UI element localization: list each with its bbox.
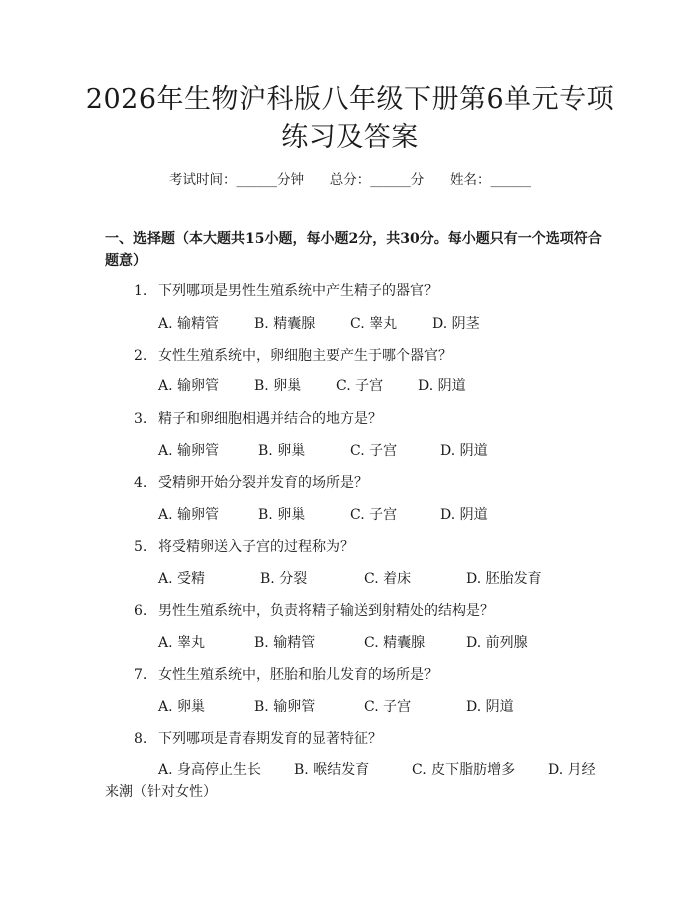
option-c: C. 子宫	[350, 443, 398, 459]
option-c: C. 子宫	[336, 378, 384, 394]
option-d-part-1: D. 月经	[548, 762, 596, 778]
exam-info-line: 考试时间：______分钟 总分：______分 姓名：______	[169, 172, 531, 188]
option-a: A. 身高停止生长	[158, 762, 262, 778]
question-number: 6.	[134, 603, 148, 619]
option-d: D. 阴茎	[432, 316, 480, 332]
option-a: A. 输卵管	[158, 507, 220, 523]
option-b: B. 分裂	[260, 571, 308, 587]
option-c: C. 精囊腺	[364, 635, 426, 651]
question-text: 受精卵开始分裂并发育的场所是？	[158, 475, 368, 491]
option-b: B. 输卵管	[254, 699, 316, 715]
option-d: D. 阴道	[418, 378, 466, 394]
option-a: A. 睾丸	[158, 635, 206, 651]
option-d-part-2: 来潮（针对女性）	[105, 784, 217, 800]
option-a: A. 输卵管	[158, 443, 220, 459]
option-d: D. 阴道	[440, 443, 488, 459]
question-text: 女性生殖系统中，胚胎和胎儿发育的场所是？	[158, 667, 438, 683]
option-d: D. 阴道	[440, 507, 488, 523]
option-d: D. 前列腺	[466, 635, 528, 651]
question-text: 女性生殖系统中，卵细胞主要产生于哪个器官？	[158, 348, 452, 364]
option-b: B. 卵巢	[254, 378, 302, 394]
option-a: A. 受精	[158, 571, 206, 587]
question-2	[134, 346, 614, 366]
question-3	[134, 409, 614, 429]
question-number: 1.	[134, 283, 148, 299]
option-b: B. 卵巢	[258, 507, 306, 523]
question-number: 2.	[134, 348, 148, 364]
option-d: D. 阴道	[466, 699, 514, 715]
option-c: C. 子宫	[364, 699, 412, 715]
question-number: 3.	[134, 411, 148, 427]
question-text: 精子和卵细胞相遇并结合的地方是？	[158, 411, 382, 427]
option-c: C. 着床	[364, 571, 412, 587]
question-6	[134, 601, 614, 621]
option-b: B. 卵巢	[258, 443, 306, 459]
option-d: D. 胚胎发育	[466, 571, 542, 587]
option-a: A. 输精管	[158, 316, 220, 332]
option-a: A. 输卵管	[158, 378, 220, 394]
document-title-line-2: 练习及答案	[281, 122, 419, 153]
section-heading: 一、选择题（本大题共15小题，每小题2分，共30分。每小题只有一个选项符合题意）	[105, 231, 602, 269]
question-4	[134, 473, 614, 493]
question-text: 下列哪项是青春期发育的显著特征？	[158, 731, 382, 747]
document-title-line-1: 2026年生物沪科版八年级下册第6单元专项	[85, 84, 615, 115]
option-a: A. 卵巢	[158, 699, 206, 715]
option-b: B. 精囊腺	[254, 316, 316, 332]
question-text: 将受精卵送入子宫的过程称为？	[158, 539, 354, 555]
question-5	[134, 537, 614, 557]
question-text: 男性生殖系统中，负责将精子输送到射精处的结构是？	[158, 603, 494, 619]
question-number: 4.	[134, 475, 148, 491]
option-c: C. 子宫	[350, 507, 398, 523]
question-7	[134, 665, 614, 685]
question-text: 下列哪项是男性生殖系统中产生精子的器官？	[158, 283, 438, 299]
question-number: 8.	[134, 731, 148, 747]
question-number: 5.	[134, 539, 148, 555]
option-d-line-1	[548, 760, 608, 780]
option-b: B. 喉结发育	[294, 762, 370, 778]
option-d-line-2	[105, 782, 305, 802]
option-c: C. 皮下脂肪增多	[412, 762, 516, 778]
question-number: 7.	[134, 667, 148, 683]
question-1	[134, 281, 614, 301]
option-c: C. 睾丸	[350, 316, 398, 332]
option-b: B. 输精管	[254, 635, 316, 651]
question-8	[134, 729, 614, 749]
